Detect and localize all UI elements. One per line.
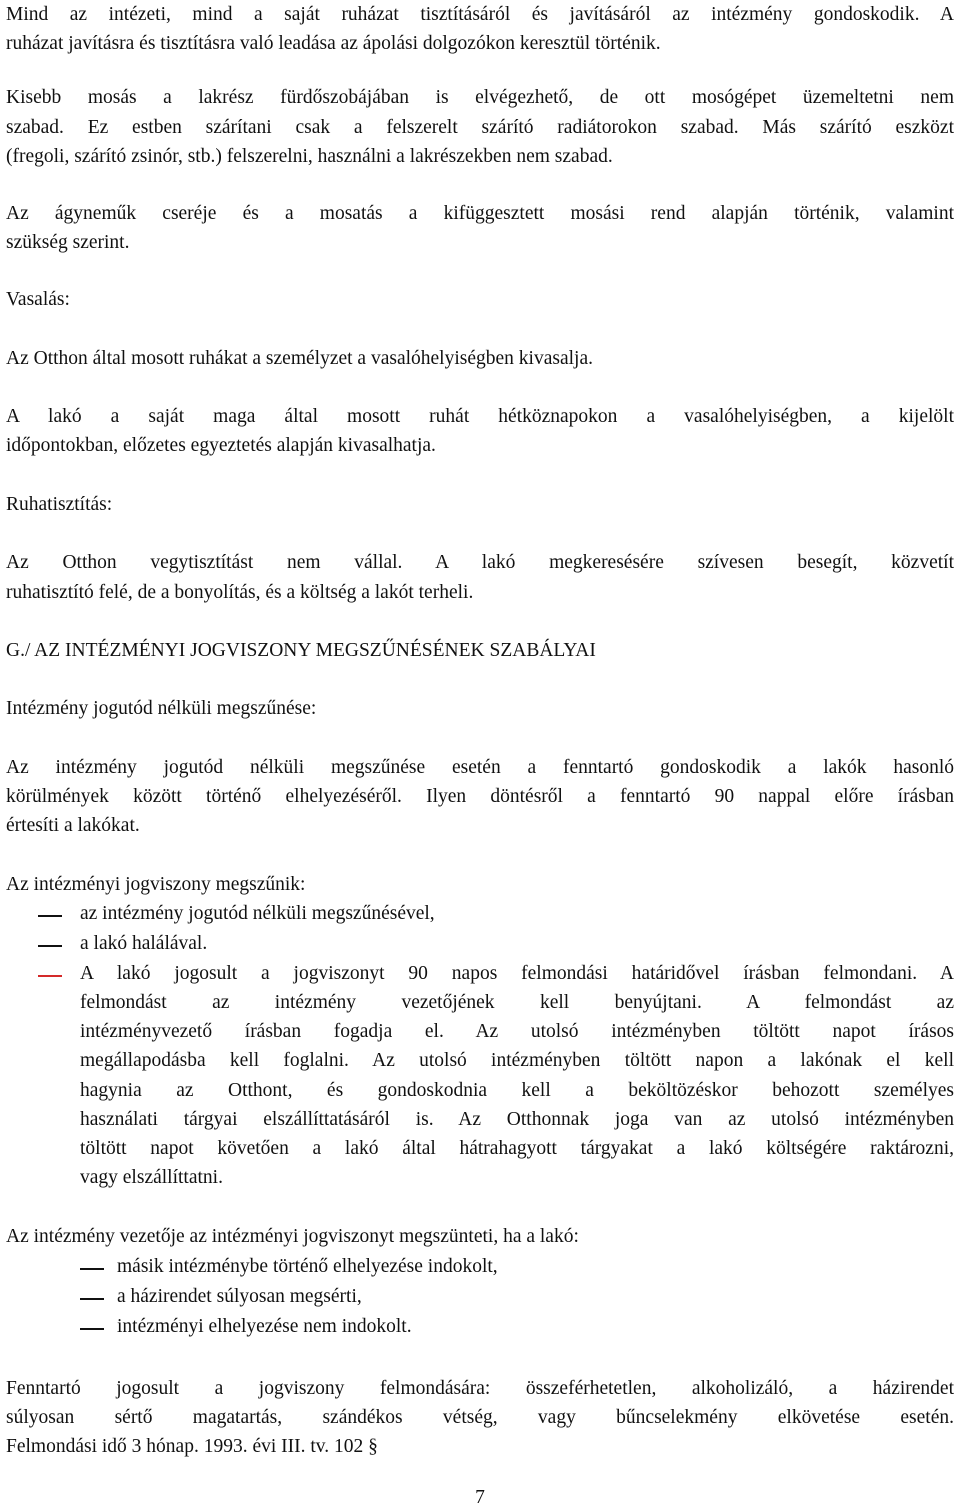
paragraph-line: Az Otthon vegytisztítást nem vállal. A lakó megkeresésére szívesen besegít, közvetít	[6, 552, 954, 573]
subheading: Intézmény jogutód nélküli megszűnése:	[6, 698, 317, 719]
dash-bullet-icon	[80, 1268, 104, 1270]
paragraph-line: (fregoli, szárító zsinór, stb.) felszerelni, használni a lakrészekben nem szabad.	[6, 146, 613, 167]
paragraph-line: Az Otthon által mosott ruhákat a személyzet a vasalóhelyiségben kivasalja.	[6, 348, 593, 369]
list-item: az intézmény jogutód nélküli megszűnésével,	[80, 903, 435, 924]
dash-bullet-icon	[38, 975, 62, 977]
section-label-cleaning: Ruhatisztítás:	[6, 494, 113, 515]
dash-bullet-icon	[80, 1298, 104, 1300]
list-item: másik intézménybe történő elhelyezése indokolt,	[117, 1256, 498, 1277]
paragraph-line: Az ágyneműk cseréje és a mosatás a kifüggesztett mosási rend alapján történik, valamint	[6, 203, 954, 224]
list-item: a házirendet súlyosan megsérti,	[117, 1286, 362, 1307]
paragraph-line: Az intézmény jogutód nélküli megszűnése esetén a fenntartó gondoskodik a lakók hasonló	[6, 757, 954, 778]
subheading: Az intézmény vezetője az intézményi jogviszonyt megszünteti, ha a lakó:	[6, 1226, 579, 1247]
paragraph-line: szükség szerint.	[6, 232, 130, 253]
list-item-continued: használati tárgyai elszállíttatásáról is. Az Otthonnak joga van az utolsó intézményben	[80, 1109, 954, 1130]
list-item: A lakó jogosult a jogviszonyt 90 napos felmondási határidővel írásban felmondani. A	[80, 963, 954, 984]
paragraph-line: A lakó a saját maga által mosott ruhát hétköznapokon a vasalóhelyiségben, a kijelölt	[6, 406, 954, 427]
paragraph-line: időpontokban, előzetes egyeztetés alapján kivasalhatja.	[6, 435, 436, 456]
list-item-continued: intézményvezető írásban fogadja el. Az utolsó intézményben töltött napot írásos	[80, 1021, 954, 1042]
paragraph-line: értesíti a lakókat.	[6, 815, 140, 836]
paragraph-line: súlyosan sértő magatartás, szándékos vétség, vagy bűncselekmény elkövetése esetén.	[6, 1407, 954, 1428]
section-heading: G./ AZ INTÉZMÉNYI JOGVISZONY MEGSZŰNÉSÉNEK SZABÁLYAI	[6, 640, 596, 661]
dash-bullet-icon	[38, 945, 62, 947]
list-item-continued: hagynia az Otthont, és gondoskodnia kell a beköltözéskor behozott személyes	[80, 1080, 954, 1101]
paragraph-line: ruhatisztító felé, de a bonyolítás, és a költség a lakót terheli.	[6, 582, 474, 603]
list-item-continued: megállapodásba kell foglalni. Az utolsó intézményben töltött napon a lakónak el kell	[80, 1050, 954, 1071]
list-item: a lakó halálával.	[80, 933, 208, 954]
paragraph-line: Mind az intézeti, mind a saját ruházat tisztításáról és javításáról az intézmény gondoskodik. A	[6, 4, 954, 25]
list-item-continued: felmondást az intézmény vezetőjének kell benyújtani. A felmondást az	[80, 992, 954, 1013]
paragraph-line: Kisebb mosás a lakrész fürdőszobájában is elvégezhető, de ott mosógépet üzemeltetni nem	[6, 87, 954, 108]
subheading: Az intézményi jogviszony megszűnik:	[6, 874, 306, 895]
paragraph-line: Fenntartó jogosult a jogviszony felmondására: összeférhetetlen, alkoholizáló, a házirendet	[6, 1378, 954, 1399]
dash-bullet-icon	[38, 915, 62, 917]
paragraph-line: körülmények között történő elhelyezéséről. Ilyen döntésről a fenntartó 90 nappal előre írásban	[6, 786, 954, 807]
dash-bullet-icon	[80, 1328, 104, 1330]
list-item-continued: vagy elszállíttatni.	[80, 1167, 223, 1188]
page-number: 7	[475, 1487, 485, 1508]
list-item: intézményi elhelyezése nem indokolt.	[117, 1316, 412, 1337]
section-label-ironing: Vasalás:	[6, 289, 70, 310]
list-item-continued: töltött napot követően a lakó által hátrahagyott tárgyakat a lakó költségére raktározni,	[80, 1138, 954, 1159]
paragraph-line: Felmondási idő 3 hónap. 1993. évi III. tv. 102 §	[6, 1436, 378, 1457]
paragraph-line: ruházat javításra és tisztításra való leadása az ápolási dolgozókon keresztül történik.	[6, 33, 661, 54]
paragraph-line: szabad. Ez estben szárítani csak a felszerelt szárító radiátorokon szabad. Más szárító eszközt	[6, 117, 954, 138]
